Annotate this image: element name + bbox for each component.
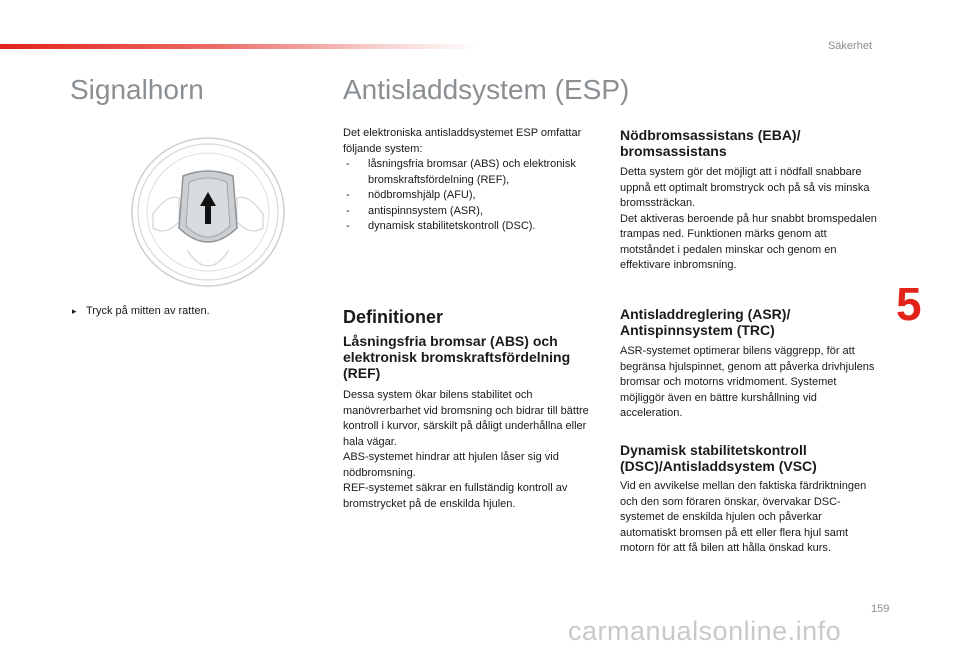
definitions-title: Definitioner [343,307,444,327]
header-accent-bar [0,44,480,49]
list-item: - nödbromshjälp (AFU), [343,188,601,204]
eba-text-block [620,165,878,274]
eba-paragraph: Detta system gör det möjligt att i nödfall snabbare uppnå ett optimalt bromstryck och på så vis minska bromssträckan. [620,166,870,209]
dsc-heading: Dynamisk stabilitetskontroll (DSC)/Antisladdsystem (VSC) [620,442,817,474]
page-number: 159 [871,603,890,615]
esp-system-list [343,157,601,235]
steering-wheel-icon [127,132,289,288]
esp-title: Antisladdsystem (ESP) [343,74,630,105]
abs-heading: Låsningsfria bromsar (ABS) och elektronisk bromskraftsfördelning (REF) [343,333,571,381]
section-label: Säkerhet [827,40,872,52]
eba-heading: Nödbromsassistans (EBA)/ bromsassistans [620,127,801,159]
signalhorn-title: Signalhorn [70,74,204,105]
abs-text-block [343,388,601,512]
eba-paragraph: Det aktiveras beroende på hur snabbt bromspedalen trampas ned. Funktionen märks genom att motståndet i pedalen minskar och genom en effektivare inbromsning. [620,212,877,271]
ref-paragraph: REF-systemet säkrar en fullständig kontroll av bromstrycket på de enskilda hjulen. [343,482,568,510]
list-item: - låsningsfria bromsar (ABS) och elektronisk bromskraftsfördelning (REF), [343,157,601,188]
dsc-paragraph: Vid en avvikelse mellan den faktiska färdriktningen och den som föraren önskar, övervakar DSC-systemet de enskilda hjulen och påverkar automatiskt bromsen på ett eller flera hjul samt motorn för att få bilen att hålla önskad kurs. [620,480,867,554]
esp-intro-block [343,126,601,235]
chapter-number: 5 [896,278,922,330]
watermark: carmanualsonline.info [568,616,842,646]
abs-paragraph: ABS-systemet hindrar att hjulen låser sig vid nödbromsning. [343,451,559,479]
asr-paragraph: ASR-systemet optimerar bilens väggrepp, för att begränsa hjulspinnet, genom att påverka drivhjulens bromsar och motorns vridmoment. Systemet möjliggör även en bättre kurshållning vid acceleration. [620,345,875,419]
instruction-text: Tryck på mitten av ratten. [86,305,210,317]
asr-heading: Antisladdreglering (ASR)/ Antispinnsystem (TRC) [620,306,791,338]
arrow-bullet-icon: ▸ [72,306,77,316]
abs-paragraph: Dessa system ökar bilens stabilitet och manövrerbarhet vid bromsning och bidrar till bättre kontroll i kurvor, särskilt på dåligt underhållna eller hala vägar. [343,389,589,448]
esp-intro-text: Det elektroniska antisladdsystemet ESP omfattar följande system: [343,127,582,155]
list-item: - antispinnsystem (ASR), [343,204,601,220]
dsc-text-block [620,479,878,557]
instruction-bullet [72,305,210,317]
steering-wheel-illustration [127,132,289,288]
asr-text-block [620,344,878,422]
list-item: - dynamisk stabilitetskontroll (DSC). [343,219,601,235]
